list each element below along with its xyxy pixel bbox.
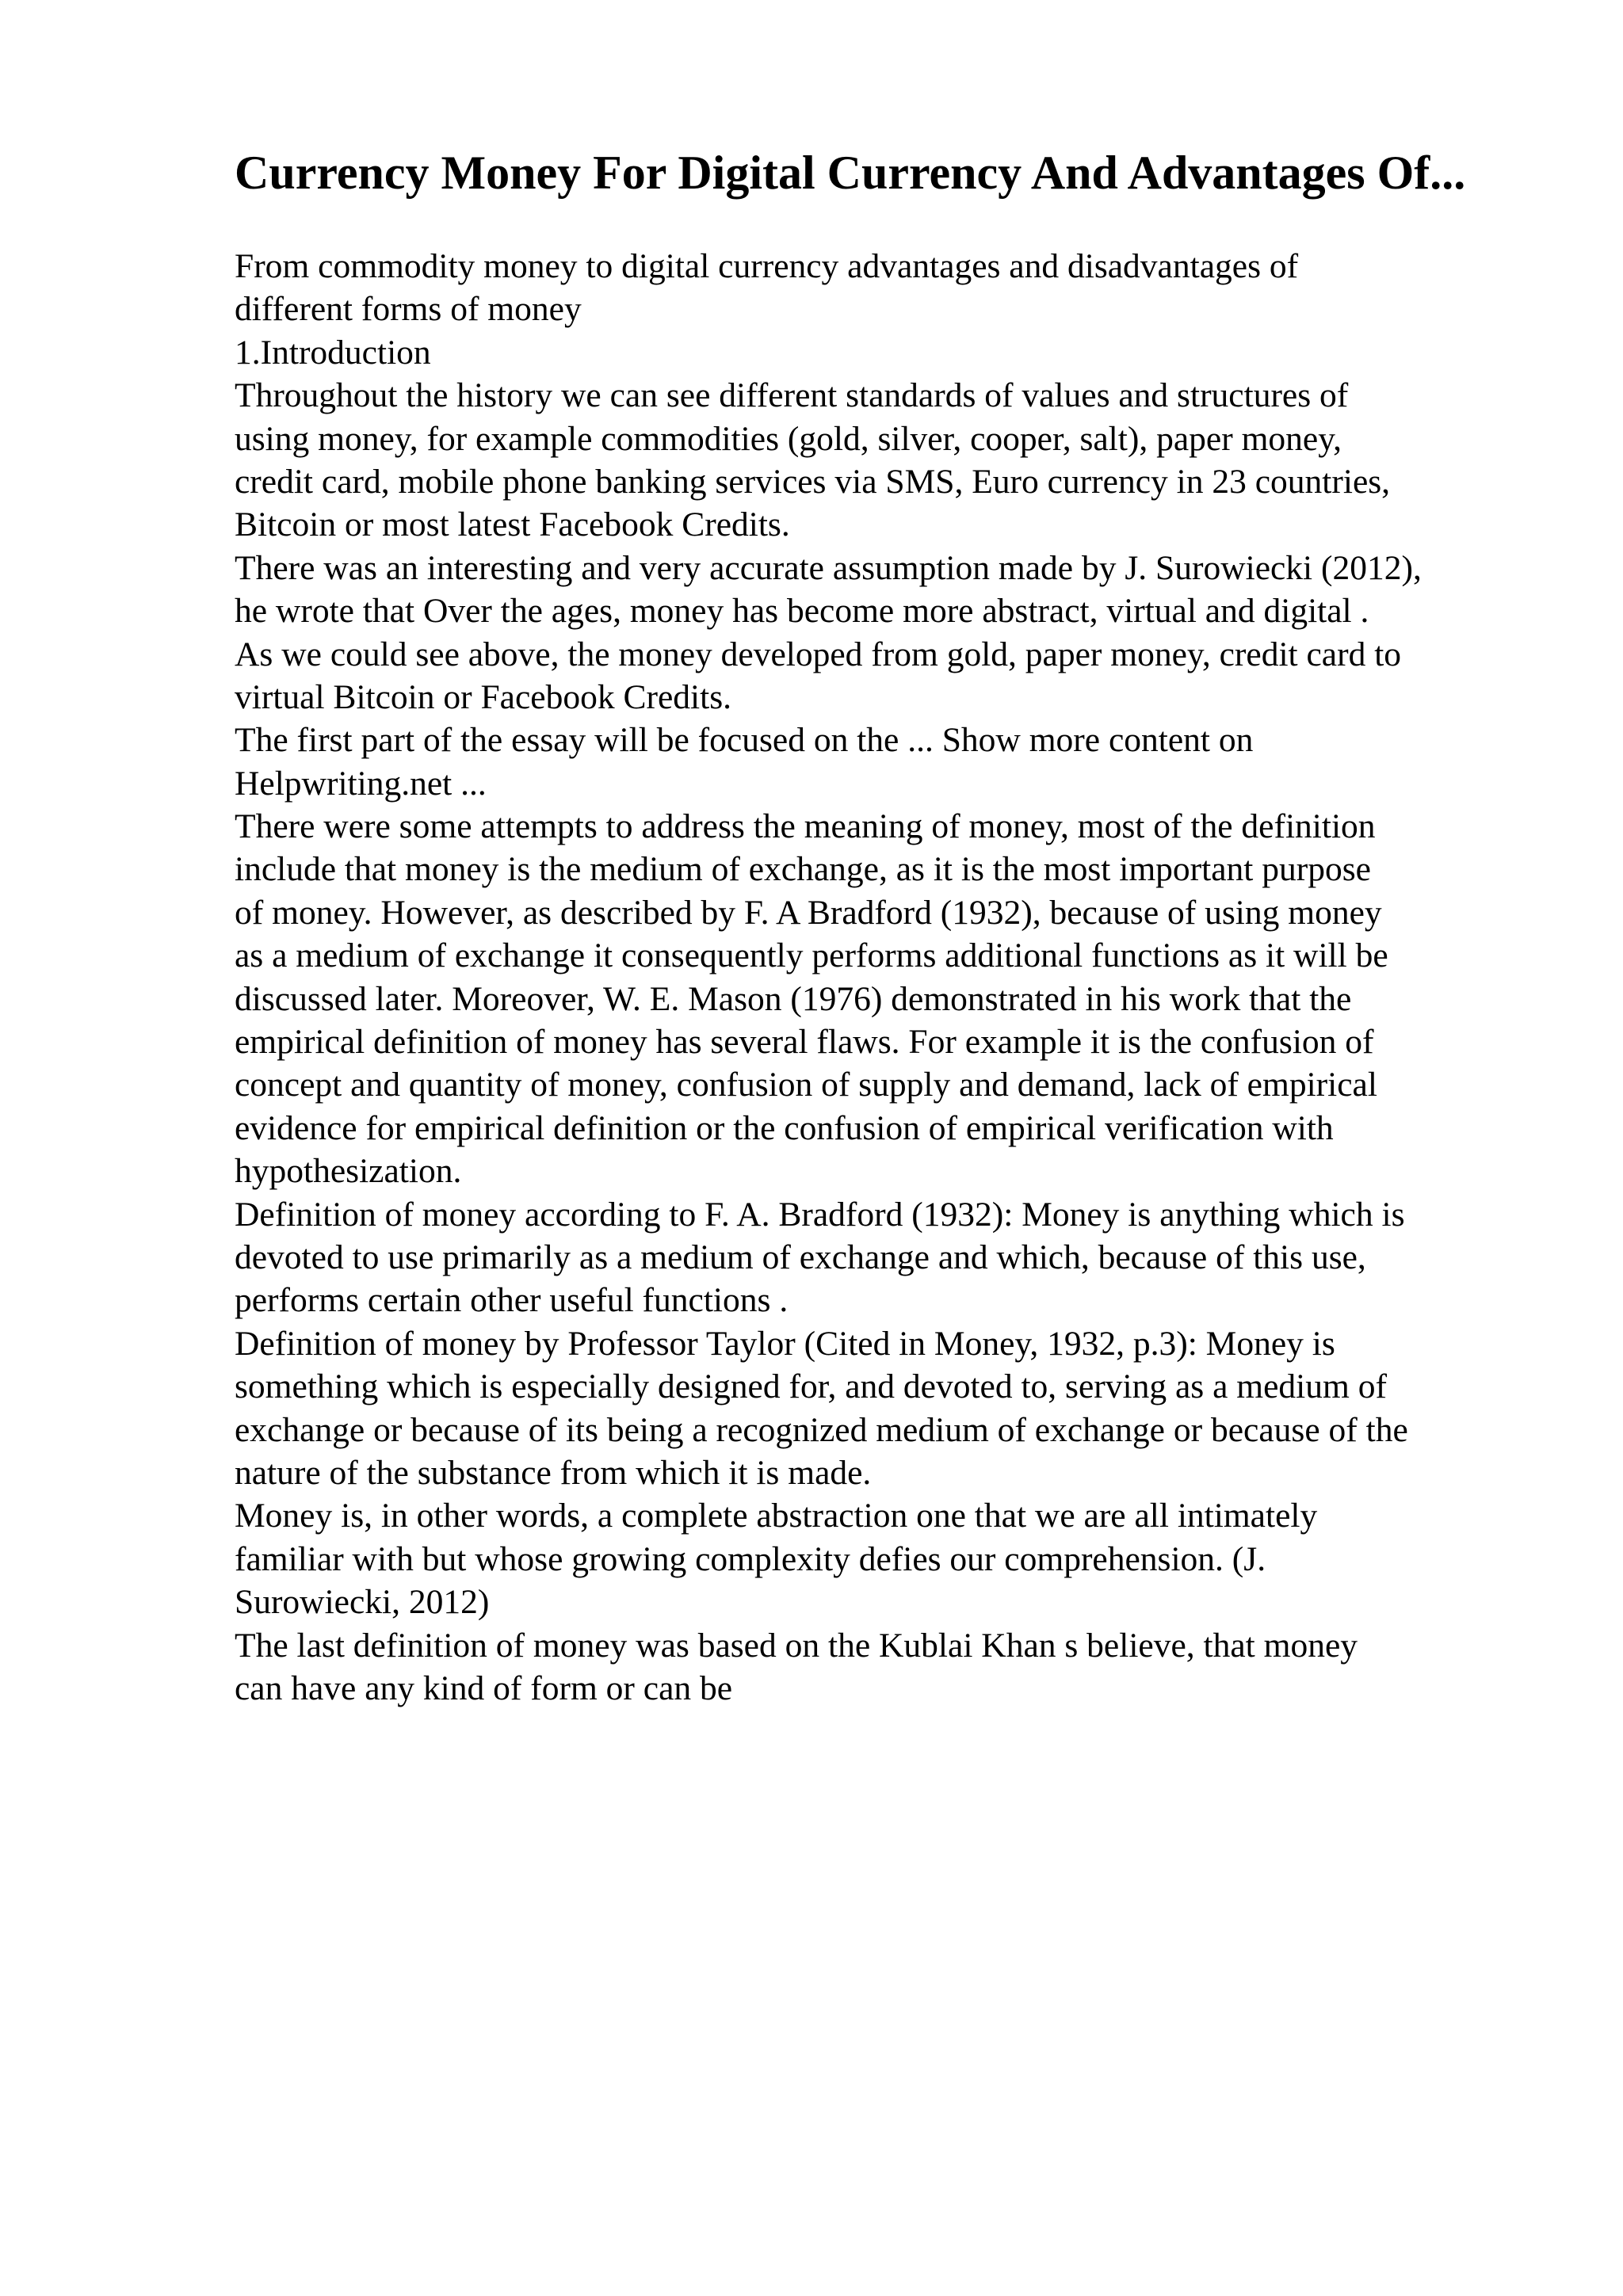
body-line: There was an interesting and very accurate assumption made by J. Surowiecki (2012),: [235, 548, 1422, 587]
body-line: There were some attempts to address the meaning of money, most of the definition: [235, 807, 1376, 846]
body-line: From commodity money to digital currency advantages and disadvantages of: [235, 247, 1299, 285]
body-line: The last definition of money was based on the Kublai Khan s believe, that money: [235, 1626, 1358, 1665]
body-line: virtual Bitcoin or Facebook Credits.: [235, 677, 732, 716]
body-line: performs certain other useful functions .: [235, 1281, 789, 1320]
body-line: exchange or because of its being a recognized medium of exchange or because of the: [235, 1410, 1408, 1449]
body-line: Bitcoin or most latest Facebook Credits.: [235, 505, 790, 544]
body-line: hypothesization.: [235, 1152, 462, 1191]
body-line: nature of the substance from which it is made.: [235, 1453, 872, 1492]
body-line: empirical definition of money has several flaws. For example it is the confusion of: [235, 1023, 1374, 1062]
body-line: Definition of money by Professor Taylor (Cited in Money, 1932, p.3): Money is: [235, 1324, 1335, 1363]
body-line: include that money is the medium of exchange, as it is the most important purpose: [235, 850, 1371, 889]
body-line: Surowiecki, 2012): [235, 1583, 490, 1622]
body-line: Money is, in other words, a complete abstraction one that we are all intimately: [235, 1497, 1318, 1535]
body-line: familiar with but whose growing complexity defies our comprehension. (J.: [235, 1539, 1266, 1578]
body-line: The first part of the essay will be focused on the ... Show more content on: [235, 721, 1254, 760]
body-line: something which is especially designed for, and devoted to, serving as a medium of: [235, 1367, 1387, 1406]
body-line: using money, for example commodities (gold, silver, cooper, salt), paper money,: [235, 419, 1342, 458]
body-line: of money. However, as described by F. A Bradford (1932), because of using money: [235, 893, 1382, 932]
body-line: 1.Introduction: [235, 333, 431, 372]
body-line: concept and quantity of money, confusion of supply and demand, lack of empirical: [235, 1066, 1377, 1104]
body-line: as a medium of exchange it consequently performs additional functions as it will be: [235, 936, 1388, 975]
body-line: Helpwriting.net ...: [235, 764, 487, 803]
body-line: Definition of money according to F. A. Bradford (1932): Money is anything which is: [235, 1195, 1405, 1234]
document-body: [235, 245, 1534, 1710]
body-line: different forms of money: [235, 290, 582, 329]
body-line: he wrote that Over the ages, money has become more abstract, virtual and digital .: [235, 592, 1369, 631]
body-line: credit card, mobile phone banking services via SMS, Euro currency in 23 countries,: [235, 462, 1391, 501]
body-line: As we could see above, the money developed from gold, paper money, credit card to: [235, 635, 1402, 673]
document-title: Currency Money For Digital Currency And Advantages Of...: [235, 147, 1466, 199]
body-line: Throughout the history we can see different standards of values and structures of: [235, 376, 1349, 415]
body-line: discussed later. Moreover, W. E. Mason (1976) demonstrated in his work that the: [235, 979, 1352, 1018]
body-line: evidence for empirical definition or the confusion of empirical verification with: [235, 1108, 1334, 1147]
body-line: devoted to use primarily as a medium of exchange and which, because of this use,: [235, 1238, 1366, 1276]
body-line: can have any kind of form or can be: [235, 1669, 733, 1707]
